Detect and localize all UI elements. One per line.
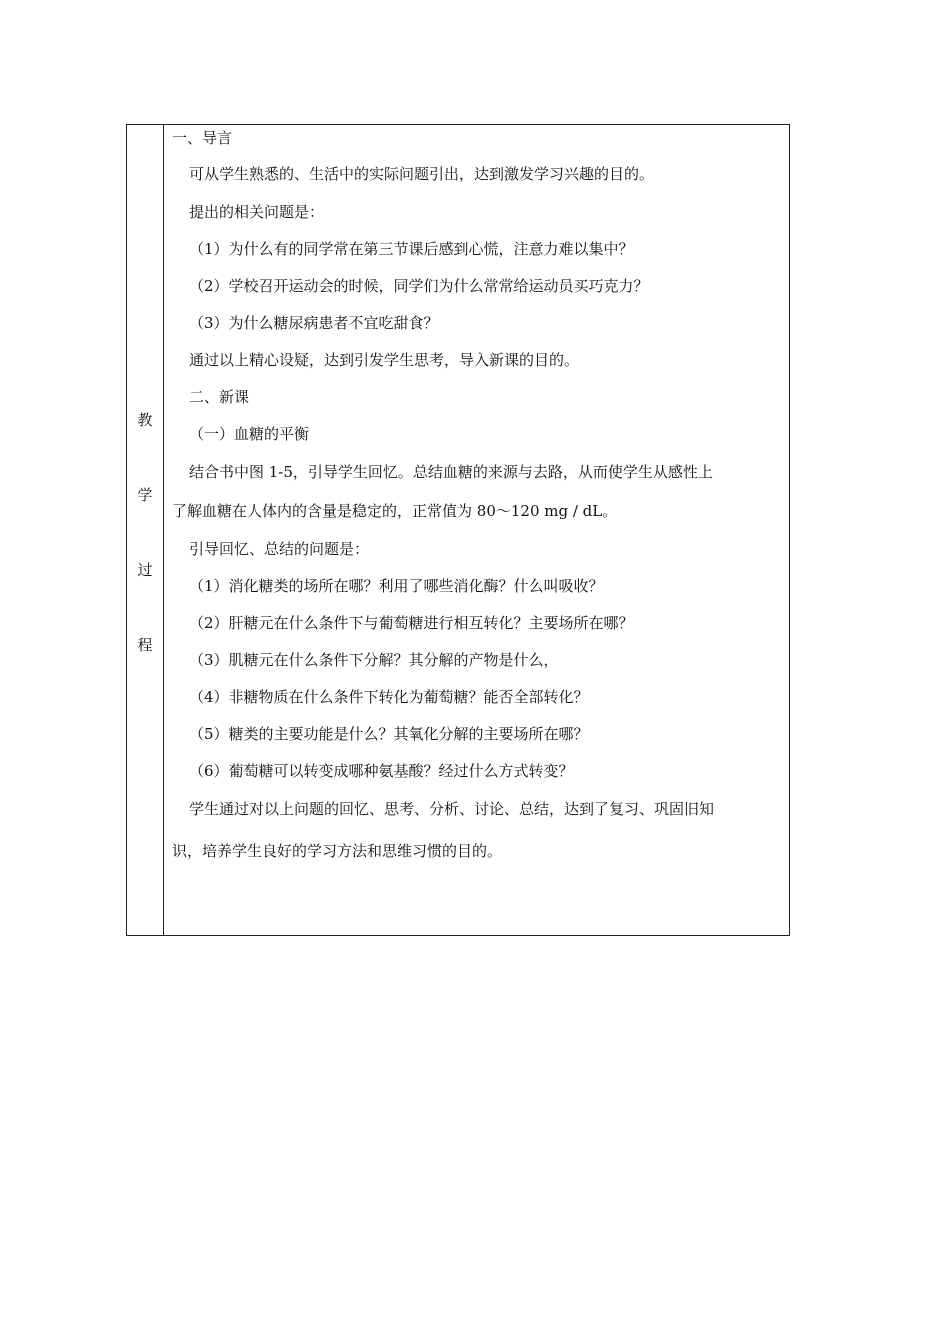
review-question: （6）葡萄糖可以转变成哪种氨基酸？经过什么方式转变？ — [189, 762, 574, 780]
intro-heading: 一、导言 — [172, 129, 233, 147]
paragraph-line: 了解血糖在人体内的含量是稳定的，正常值为 80～120 mg / dL。 — [172, 502, 618, 520]
review-lead: 引导回忆、总结的问题是： — [189, 540, 370, 558]
question-item: （3）为什么糖尿病患者不宜吃甜食？ — [189, 314, 439, 332]
review-question: （4）非糖物质在什么条件下转化为葡萄糖？能否全部转化？ — [189, 688, 589, 706]
new-lesson-heading: 二、新课 — [189, 388, 250, 406]
intro-summary: 通过以上精心设疑，达到引发学生思考，导入新课的目的。 — [189, 351, 580, 369]
intro-text: 可从学生熟悉的、生活中的实际问题引出，达到激发学习兴趣的目的。 — [189, 165, 655, 183]
question-item: （1）为什么有的同学常在第三节课后感到心慌，注意力难以集中？ — [189, 240, 634, 258]
side-label-column — [127, 125, 164, 935]
side-label-char: 教 — [137, 411, 153, 429]
review-question: （3）肌糖元在什么条件下分解？其分解的产物是什么， — [189, 651, 559, 669]
question-item: （2）学校召开运动会的时候，同学们为什么常常给运动员买巧克力？ — [189, 277, 649, 295]
review-question: （5）糖类的主要功能是什么？其氧化分解的主要场所在哪？ — [189, 725, 589, 743]
paragraph-line: 结合书中图 1-5，引导学生回忆。总结血糖的来源与去路，从而使学生从感性上 — [189, 463, 713, 481]
review-question: （2）肝糖元在什么条件下与葡萄糖进行相互转化？主要场所在哪？ — [189, 614, 634, 632]
sub-heading: （一）血糖的平衡 — [189, 425, 310, 443]
side-label-char: 学 — [137, 486, 153, 504]
conclusion-line: 学生通过对以上问题的回忆、思考、分析、讨论、总结，达到了复习、巩固旧知 — [189, 800, 715, 818]
side-label-char: 过 — [137, 561, 153, 579]
questions-lead: 提出的相关问题是： — [189, 203, 325, 221]
conclusion-line: 识，培养学生良好的学习方法和思维习惯的目的。 — [172, 842, 503, 860]
side-label-char: 程 — [137, 636, 153, 654]
review-question: （1）消化糖类的场所在哪？利用了哪些消化酶？什么叫吸收？ — [189, 577, 604, 595]
lesson-table — [126, 124, 790, 936]
